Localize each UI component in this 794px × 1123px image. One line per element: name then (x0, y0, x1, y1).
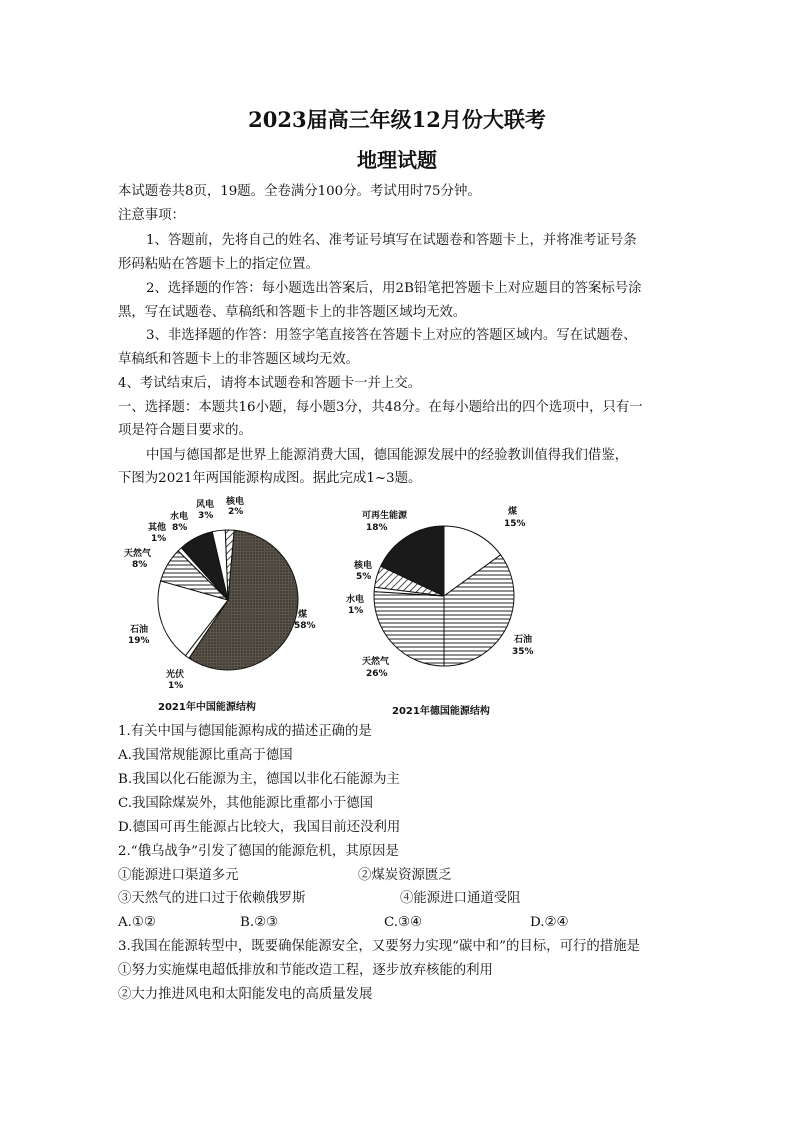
cn-label-oil-pct: 19% (128, 636, 150, 646)
q3-item2: ②大力推进风电和太阳能发电的高质量发展 (118, 987, 373, 1002)
q2-option-d: D.②④ (530, 915, 569, 930)
q2-item2: ②煤炭资源匮乏 (358, 868, 452, 883)
notes-header: 注意事项： (118, 208, 185, 223)
q3-item1: ①努力实施煤电超低排放和节能改造工程，逐步放弃核能的利用 (118, 963, 493, 978)
q1-option-a: A.我国常规能源比重高于德国 (118, 748, 293, 763)
q2-option-c: C.③④ (384, 915, 423, 930)
cn-label-oil: 石油 (130, 625, 149, 635)
q1-option-c: C.我国除煤炭外，其他能源比重都小于德国 (118, 796, 374, 811)
de-label-coal-pct: 15% (504, 519, 526, 529)
note2-line1: 2、选择题的作答：每小题选出答案后，用2B铅笔把答题卡上对应题目的答案标号涂 (146, 281, 642, 296)
de-label-oil: 石油 (514, 635, 533, 645)
q1-option-b: B.我国以化石能源为主，德国以非化石能源为主 (118, 772, 400, 787)
note2-line2: 黑，写在试题卷、草稿纸和答题卡上的非答题区域均无效。 (118, 305, 467, 320)
de-label-nuclear: 核电 (354, 561, 373, 571)
exam-intro: 本试题卷共8页，19题。全卷满分100分。考试用时75分钟。 (118, 184, 481, 199)
cn-label-nuclear-pct: 2% (228, 507, 244, 517)
q2-option-a: A.①② (118, 915, 156, 930)
material-line2: 下图为2021年两国能源构成图。据此完成1~3题。 (118, 471, 422, 486)
cn-label-gas: 天然气 (124, 549, 152, 559)
material-line1: 中国与德国都是世界上能源消费大国，德国能源发展中的经验教训值得我们借鉴， (146, 448, 629, 463)
cn-label-other: 其他 (148, 523, 167, 533)
note3-line1: 3、非选择题的作答：用签字笔直接答在答题卡上对应的答题区域内。写在试题卷、 (146, 328, 637, 343)
china-energy-pie-chart (118, 492, 338, 702)
de-label-hydro-pct: 1% (348, 606, 364, 616)
germany-energy-pie-chart (340, 498, 560, 698)
de-label-coal: 煤 (508, 507, 518, 517)
note4: 4、考试结束后，请将本试题卷和答题卡一并上交。 (118, 376, 422, 391)
section1-line2: 项是符合题目要求的。 (118, 423, 252, 438)
note1-line1: 1、答题前，先将自己的姓名、准考证号填写在试题卷和答题卡上，并将准考证号条 (146, 233, 637, 248)
cn-label-coal: 煤 (298, 610, 308, 620)
q3-stem: 3.我国在能源转型中，既要确保能源安全，又要努力实现“碳中和”的目标，可行的措施是 (118, 939, 640, 954)
china-chart-title: 2021年中国能源结构 (158, 702, 256, 713)
cn-label-gas-pct: 8% (132, 560, 148, 570)
cn-label-coal-pct: 58% (294, 621, 316, 631)
exam-subtitle: 地理试题 (357, 148, 437, 172)
cn-label-pv-pct: 1% (168, 681, 184, 691)
section1-line1: 一、选择题：本题共16小题，每小题3分，共48分。在每小题给出的四个选项中，只有一 (118, 400, 643, 415)
cn-label-hydro: 水电 (170, 512, 189, 522)
cn-label-pv: 光伏 (166, 670, 185, 680)
exam-title: 2023届高三年级12月份大联考 (248, 107, 546, 132)
q2-item4: ④能源进口通道受阻 (400, 891, 521, 906)
de-label-oil-pct: 35% (512, 647, 534, 657)
de-label-renewable-pct: 18% (366, 523, 388, 533)
q2-option-b: B.②③ (240, 915, 279, 930)
note1-line2: 形码粘贴在答题卡上的指定位置。 (118, 257, 319, 272)
cn-label-wind-pct: 3% (198, 511, 214, 521)
q2-item3: ③天然气的进口过于依赖俄罗斯 (118, 891, 306, 906)
q2-item1: ①能源进口渠道多元 (118, 868, 239, 883)
cn-label-wind: 风电 (196, 500, 215, 510)
germany-chart-title: 2021年德国能源结构 (392, 706, 490, 717)
cn-label-nuclear: 核电 (226, 497, 245, 507)
note3-line2: 草稿纸和答题卡上的非答题区域均无效。 (118, 352, 360, 367)
cn-label-other-pct: 1% (151, 534, 167, 544)
de-label-gas: 天然气 (362, 657, 390, 667)
de-slice-gas (374, 592, 444, 666)
de-label-renewable: 可再生能源 (362, 511, 408, 521)
de-label-hydro: 水电 (346, 595, 365, 605)
q1-option-d: D.德国可再生能源占比较大，我国目前还没利用 (118, 820, 401, 835)
de-label-nuclear-pct: 5% (356, 572, 372, 582)
cn-label-hydro-pct: 8% (172, 523, 188, 533)
q1-stem: 1.有关中国与德国能源构成的描述正确的是 (118, 724, 372, 739)
q2-stem: 2.“俄乌战争”引发了德国的能源危机，其原因是 (118, 844, 399, 859)
de-label-gas-pct: 26% (366, 669, 388, 679)
